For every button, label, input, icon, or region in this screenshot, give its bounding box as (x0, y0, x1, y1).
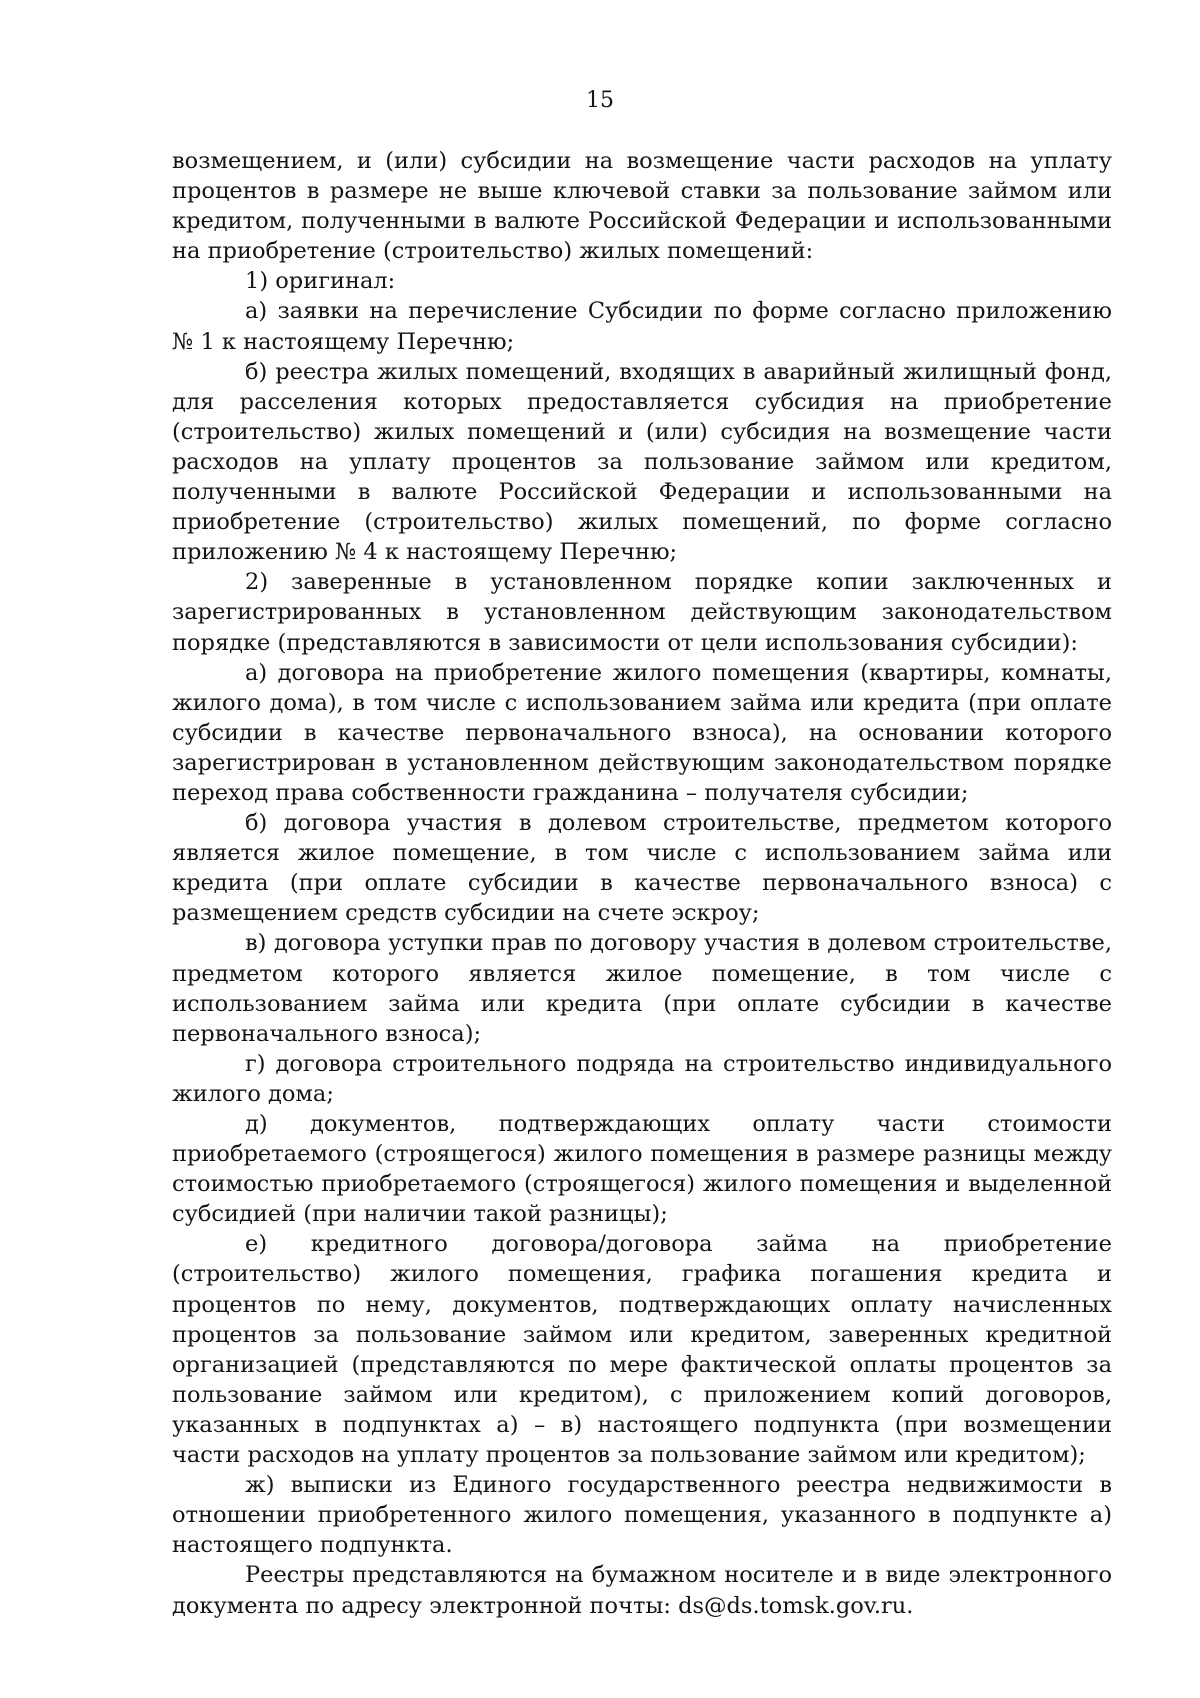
document-body (172, 146, 1112, 1621)
paragraph-item-2zh: ж) выписки из Единого государственного реестра недвижимости в отношении приобретенного жилого помещения, указанного в подпункте а) настоящего подпункта. (172, 1472, 1112, 1559)
paragraph-item-2d: д) документов, подтверждающих оплату части стоимости приобретаемого (строящегося) жилого помещения в размере разницы между стоимостью приобретаемого (строящегося) жилого помещения и выделенной субсидией (при наличии такой разницы); (172, 1111, 1112, 1228)
paragraph-item-1a: а) заявки на перечисление Субсидии по форме согласно приложению № 1 к настоящему Перечню; (172, 298, 1112, 355)
paragraph-item-2b: б) договора участия в долевом строительстве, предметом которого является жилое помещение, в том числе с использованием займа или кредита (при оплате субсидии в качестве первоначального взноса) с размещением средств субсидии на счете эскроу; (172, 810, 1112, 927)
page-number: 15 (586, 88, 614, 113)
paragraph-item-2a: а) договора на приобретение жилого помещения (квартиры, комнаты, жилого дома), в том числе с использованием займа или кредита (при оплате субсидии в качестве первоначального взноса), на основании которого зарегистрирован в установленном действующим законодательством порядке переход права собственности гражданина – получателя субсидии; (172, 659, 1112, 806)
paragraph-item-2e: е) кредитного договора/договора займа на приобретение (строительство) жилого помещения, графика погашения кредита и процентов по нему, документов, подтверждающих оплату начисленных процентов за пользование займом или кредитом, заверенных кредитной организацией (представляются по мере фактической оплаты процентов за пользование займом или кредитом), с приложением копий договоров, указанных в подпунктах а) – в) настоящего подпункта (при возмещении части расходов на уплату процентов за пользование займом или кредитом); (172, 1231, 1112, 1469)
paragraph-item-2v: в) договора уступки прав по договору участия в долевом строительстве, предметом которого является жилое помещение, в том числе с использованием займа или кредита (при оплате субсидии в качестве первоначального взноса); (172, 930, 1112, 1047)
paragraph-continuation: возмещением, и (или) субсидии на возмещение части расходов на уплату процентов в размере не выше ключевой ставки за пользование займом или кредитом, полученными в валюте Российской Федерации и использованными на приобретение (строительство) жилых помещений: (172, 148, 1112, 265)
paragraph-item-2g: г) договора строительного подряда на строительство индивидуального жилого дома; (172, 1050, 1112, 1107)
paragraph-item-2-copies: 2) заверенные в установленном порядке копии заключенных и зарегистрированных в установленном действующим законодательством порядке (представляются в зависимости от цели использования субсидии): (172, 569, 1112, 656)
paragraph-item-1-original: 1) оригинал: (245, 268, 396, 295)
paragraph-item-1b: б) реестра жилых помещений, входящих в аварийный жилищный фонд, для расселения которых предоставляется субсидия на приобретение (строительство) жилых помещений и (или) субсидия на возмещение части расходов на уплату процентов за пользование займом или кредитом, полученными в валюте Российской Федерации и использованными на приобретение (строительство) жилых помещений, по форме согласно приложению № 4 к настоящему Перечню; (172, 358, 1112, 566)
paragraph-registries-email: Реестры представляются на бумажном носителе и в виде электронного документа по адресу электронной почты: ds@ds.tomsk.gov.ru. (172, 1562, 1112, 1619)
